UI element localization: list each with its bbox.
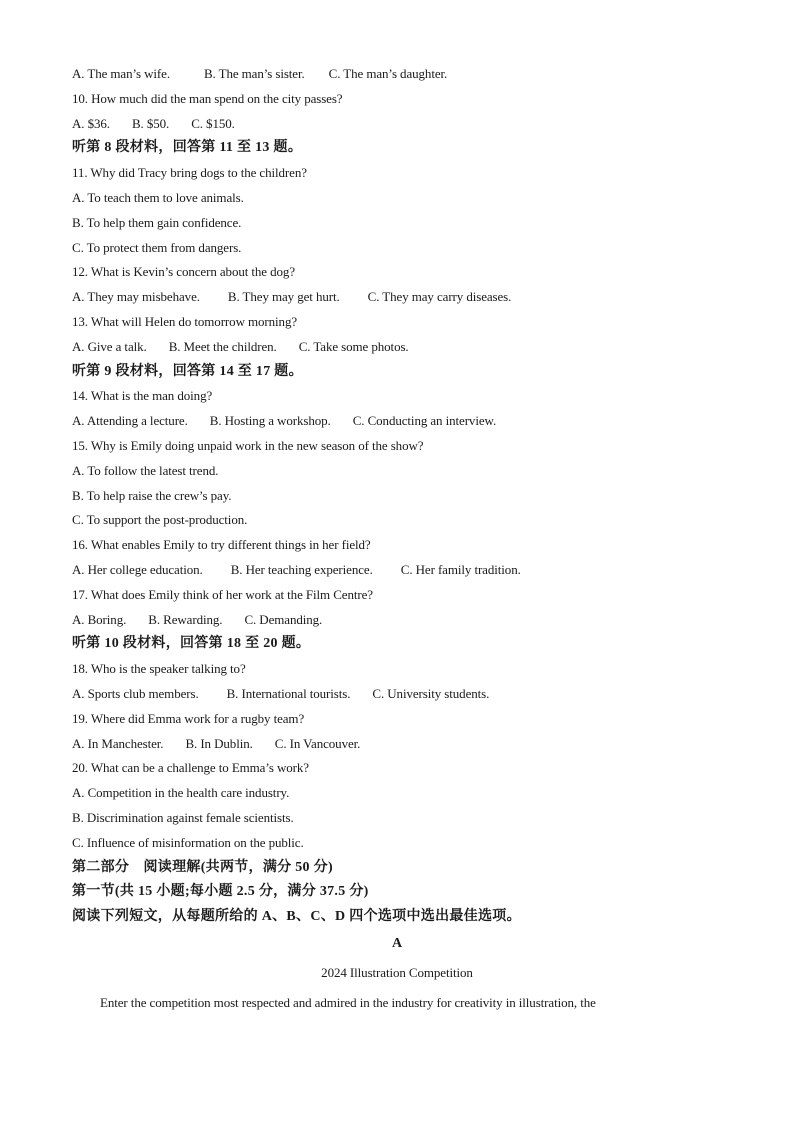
question-line: 12. What is Kevin’s concern about the dog? xyxy=(72,264,296,280)
question-line: C. To protect them from dangers. xyxy=(72,239,242,255)
option-row xyxy=(72,558,722,583)
question-line: 15. Why is Emily doing unpaid work in the new season of the show? xyxy=(72,437,424,453)
section-heading: 阅读下列短文，从每题所给的 A、B、C、D 四个选项中选出最佳选项。 xyxy=(72,909,521,925)
option-row xyxy=(72,62,722,87)
option-row xyxy=(72,112,722,137)
answer-option: C. They may carry diseases. xyxy=(367,289,512,305)
answer-option: B. Hosting a workshop. xyxy=(209,413,331,429)
answer-option: B. They may get hurt. xyxy=(227,289,340,305)
option-row xyxy=(72,608,722,633)
passage-title: 2024 Illustration Competition xyxy=(321,964,473,980)
answer-option: A. $36. xyxy=(72,115,110,131)
question-line: 19. Where did Emma work for a rugby team? xyxy=(72,710,305,726)
question-line: A. To follow the latest trend. xyxy=(72,462,219,478)
question-line: 11. Why did Tracy bring dogs to the children? xyxy=(72,165,307,181)
answer-option: B. Meet the children. xyxy=(168,338,277,354)
option-row xyxy=(72,285,722,310)
answer-option: C. Demanding. xyxy=(244,611,323,627)
option-row xyxy=(72,732,722,757)
answer-option: A. They may misbehave. xyxy=(72,289,200,305)
question-line: C. Influence of misinformation on the public. xyxy=(72,834,304,850)
answer-option: B. The man’s sister. xyxy=(203,66,305,81)
answer-option: B. $50. xyxy=(131,115,170,131)
answer-option: A. Give a talk. xyxy=(72,338,147,354)
question-line: 13. What will Helen do tomorrow morning? xyxy=(72,313,298,329)
question-list xyxy=(72,62,722,930)
answer-option: C. In Vancouver. xyxy=(274,735,361,751)
question-line: A. To teach them to love animals. xyxy=(72,189,244,205)
question-line: B. To help them gain confidence. xyxy=(72,214,242,230)
question-line: B. Discrimination against female scientists. xyxy=(72,809,294,825)
answer-option: B. Her teaching experience. xyxy=(230,561,373,577)
answer-option: A. The man’s wife. xyxy=(72,66,170,81)
answer-option: A. In Manchester. xyxy=(72,735,164,751)
answer-option: C. University students. xyxy=(372,685,490,701)
answer-option: C. The man’s daughter. xyxy=(328,66,448,81)
answer-option: C. Conducting an interview. xyxy=(352,413,497,429)
section-heading: 第一节(共 15 小题;每小题 2.5 分，满分 37.5 分) xyxy=(72,884,369,900)
question-line: 16. What enables Emily to try different things in her field? xyxy=(72,537,371,553)
answer-option: C. Take some photos. xyxy=(298,338,409,354)
passage-label: A xyxy=(391,935,402,951)
passage-first-line: Enter the competition most respected and admired in the industry for creativity in illustration, the xyxy=(100,995,596,1011)
answer-option: B. In Dublin. xyxy=(185,735,253,751)
section-heading: 第二部分 阅读理解(共两节，满分 50 分) xyxy=(72,859,333,875)
question-line: A. Competition in the health care industry. xyxy=(72,785,290,801)
exam-page xyxy=(72,62,722,1016)
question-line: C. To support the post-production. xyxy=(72,512,248,528)
answer-option: A. Boring. xyxy=(72,611,127,627)
question-line: 20. What can be a challenge to Emma’s work? xyxy=(72,760,309,776)
section-heading: 听第 10 段材料，回答第 18 至 20 题。 xyxy=(72,636,311,652)
answer-option: A. Her college education. xyxy=(72,561,203,577)
option-row xyxy=(72,409,722,434)
question-line: 18. Who is the speaker talking to? xyxy=(72,661,246,677)
option-row xyxy=(72,682,722,707)
answer-option: C. Her family tradition. xyxy=(400,561,521,577)
question-line: 17. What does Emily think of her work at the Film Centre? xyxy=(72,586,373,602)
answer-option: A. Attending a lecture. xyxy=(72,413,188,429)
answer-option: A. Sports club members. xyxy=(72,685,199,701)
answer-option: C. $150. xyxy=(191,115,235,131)
question-line: B. To help raise the crew’s pay. xyxy=(72,487,232,503)
section-heading: 听第 9 段材料，回答第 14 至 17 题。 xyxy=(72,363,303,379)
answer-option: B. Rewarding. xyxy=(148,611,223,627)
question-line: 14. What is the man doing? xyxy=(72,388,213,404)
option-row xyxy=(72,335,722,360)
section-heading: 听第 8 段材料，回答第 11 至 13 题。 xyxy=(72,140,303,156)
answer-option: B. International tourists. xyxy=(226,685,351,701)
question-line: 10. How much did the man spend on the city passes? xyxy=(72,90,343,106)
